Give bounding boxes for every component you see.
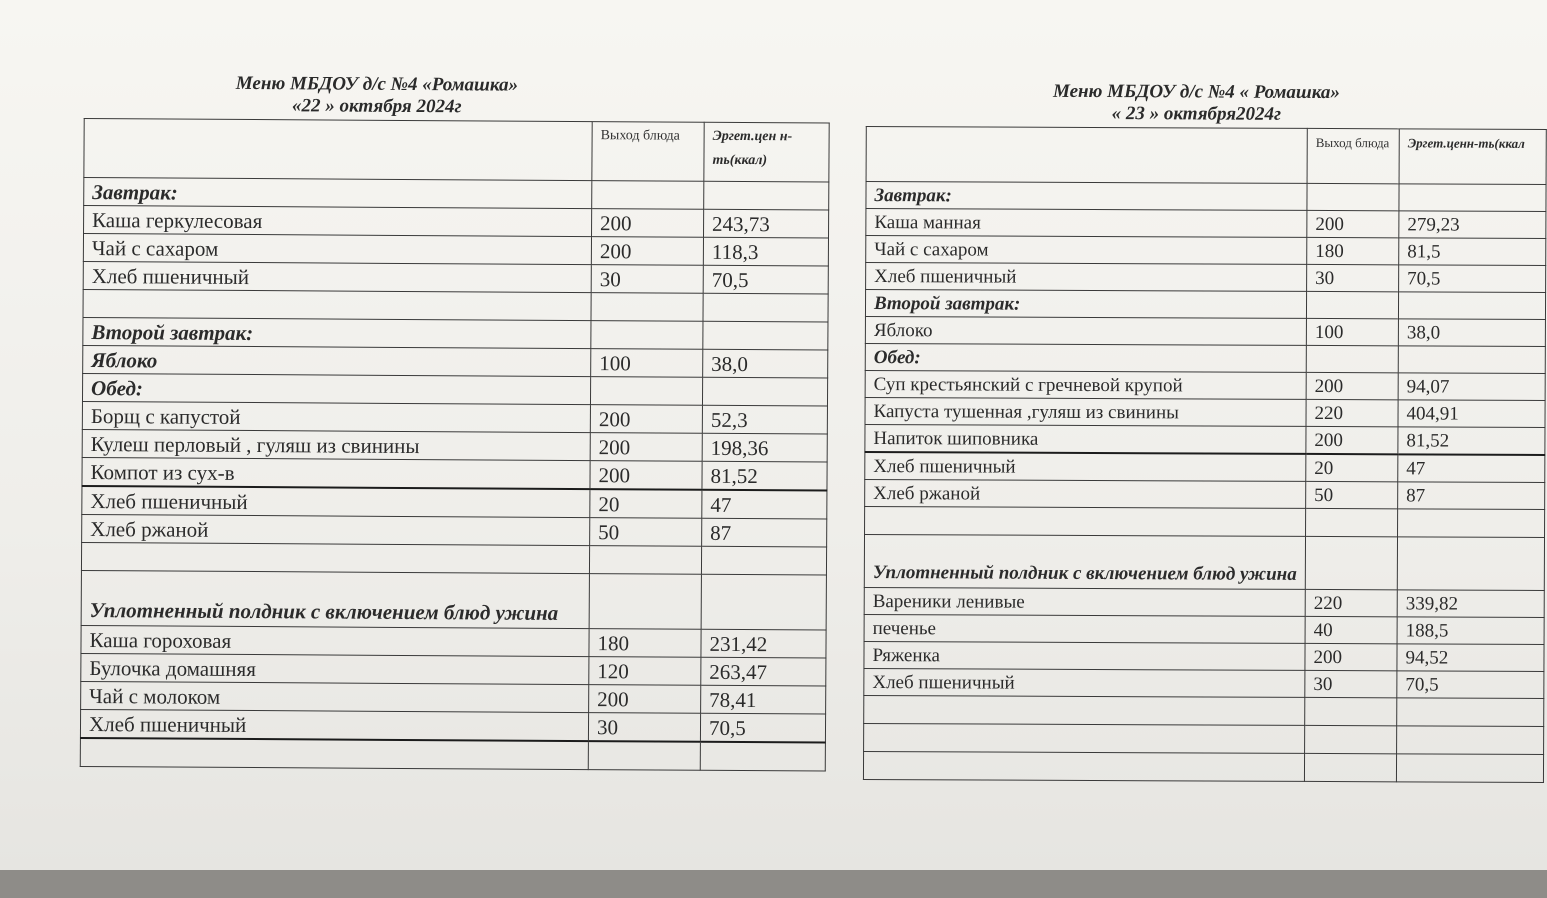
dish-energy: 263,47 — [701, 657, 826, 686]
dish-name: Кулеш перловый , гуляш из свинины — [82, 429, 590, 460]
dish-energy: 70,5 — [1399, 265, 1546, 293]
table-row — [865, 397, 1545, 427]
dish-name: Вареники ленивые — [864, 587, 1305, 616]
dish-yield: 30 — [1307, 264, 1399, 291]
section-afternoon-snack: Уплотненный полдник с включением блюд ужина — [81, 570, 589, 628]
dish-energy: 47 — [702, 490, 827, 519]
dish-yield: 200 — [1307, 210, 1399, 237]
dish-yield: 200 — [590, 405, 702, 434]
dish-energy: 38,0 — [1398, 319, 1545, 347]
dish-yield: 200 — [1306, 426, 1398, 454]
dish-yield: 200 — [590, 433, 702, 462]
header-dish — [866, 127, 1307, 184]
dish-name: Напиток шиповника — [865, 424, 1306, 453]
dish-energy: 231,42 — [701, 629, 826, 658]
dish-name: Ряженка — [864, 641, 1305, 670]
dish-name: Хлеб пшеничный — [82, 486, 590, 518]
table-row — [864, 641, 1544, 671]
dish-energy: 81,52 — [1398, 427, 1545, 455]
dish-name: Каша манная — [866, 209, 1307, 238]
table-row — [864, 723, 1544, 754]
table-row — [866, 236, 1546, 266]
dish-energy: 188,5 — [1397, 617, 1544, 645]
dish-energy: 81,52 — [702, 461, 827, 490]
table-row — [863, 751, 1543, 782]
dish-yield: 220 — [1305, 589, 1397, 616]
table-row — [81, 570, 826, 630]
dish-energy: 87 — [1398, 482, 1545, 510]
dish-name: Хлеб пшеничный — [865, 452, 1306, 481]
dish-energy: 279,23 — [1399, 211, 1546, 239]
dish-yield: 30 — [591, 265, 703, 294]
dish-energy: 38,0 — [703, 349, 828, 378]
menu-title: Меню МБДОУ д/с №4 « Ромашка» — [1052, 80, 1340, 104]
table-row — [865, 290, 1545, 320]
table-header — [84, 119, 829, 183]
menu-table — [863, 126, 1547, 783]
menu-oct-22 — [80, 72, 830, 772]
dish-energy: 94,07 — [1398, 373, 1545, 401]
dish-yield: 30 — [1305, 670, 1397, 697]
table-row — [83, 345, 828, 378]
dish-yield: 50 — [1306, 481, 1398, 508]
dish-yield: 40 — [1305, 616, 1397, 643]
table-row — [866, 263, 1546, 293]
section-breakfast: Завтрак: — [866, 182, 1307, 211]
dish-name: Каша геркулесовая — [84, 206, 592, 237]
table-row — [81, 653, 826, 686]
header-energy: Эргет.ценн-ть(ккал — [1399, 129, 1546, 185]
dish-yield: 50 — [590, 518, 702, 547]
dish-name: Чай с молоком — [81, 681, 589, 712]
header-dish — [84, 119, 592, 181]
table-row — [80, 709, 825, 742]
dish-yield: 180 — [1307, 237, 1399, 264]
dish-yield: 100 — [591, 349, 703, 378]
section-second-breakfast: Второй завтрак: — [865, 290, 1306, 319]
dish-name: Суп крестьянский с гречневой крупой — [865, 370, 1306, 399]
dish-energy: 198,36 — [702, 433, 827, 462]
dish-energy: 52,3 — [702, 405, 827, 434]
table-row — [80, 738, 825, 771]
menu-table — [80, 118, 830, 772]
dish-energy: 70,5 — [1397, 671, 1544, 699]
dish-name: Хлеб пшеничный — [864, 668, 1305, 697]
section-second-breakfast: Второй завтрак: — [83, 317, 591, 348]
table-row — [83, 317, 828, 350]
table-row — [864, 587, 1544, 617]
dish-energy: 70,5 — [703, 265, 828, 294]
menu-title: Меню МБДОУ д/с №4 «Ромашка» — [235, 72, 519, 96]
dish-yield: 20 — [590, 489, 702, 518]
table-row — [82, 486, 827, 519]
dish-name: печенье — [864, 614, 1305, 643]
table-row — [83, 261, 828, 294]
table-row — [864, 695, 1544, 726]
dish-yield: 220 — [1306, 399, 1398, 426]
menu-date: « 23 » октября2024г — [1111, 103, 1282, 125]
dish-name: Чай с сахаром — [83, 234, 591, 265]
dish-name: Компот из сух-в — [82, 457, 590, 489]
table-row — [866, 209, 1546, 239]
section-breakfast: Завтрак: — [84, 178, 592, 209]
dish-name: Хлеб пшеничный — [866, 263, 1307, 292]
table-row — [865, 370, 1545, 400]
dish-name: Хлеб пшеничный — [83, 261, 591, 292]
dish-name: Яблоко — [83, 345, 591, 376]
dish-yield: 200 — [1305, 643, 1397, 670]
header-yield: Выход блюда — [592, 122, 704, 182]
dish-energy: 78,41 — [701, 685, 826, 714]
table-row — [864, 534, 1544, 590]
table-row — [864, 614, 1544, 644]
dish-energy: 339,82 — [1397, 590, 1544, 618]
table-row — [865, 479, 1545, 509]
table-row — [865, 316, 1545, 346]
table-row — [83, 234, 828, 267]
header-yield: Выход блюда — [1307, 128, 1399, 183]
section-lunch: Обед: — [82, 373, 590, 404]
table-row — [864, 668, 1544, 698]
table-row — [82, 373, 827, 406]
dish-energy: 47 — [1398, 454, 1545, 482]
dish-name: Хлеб ржаной — [865, 479, 1306, 508]
dish-name: Яблоко — [865, 316, 1306, 345]
menu-date: «22 » октября 2024г — [291, 95, 462, 118]
table-row — [866, 182, 1546, 212]
table-row — [865, 424, 1545, 454]
table-row — [84, 206, 829, 239]
dish-name: Хлеб пшеничный — [80, 709, 588, 741]
table-row — [82, 514, 827, 547]
dish-energy: 87 — [702, 518, 827, 547]
dish-yield: 200 — [589, 685, 701, 714]
dish-yield: 120 — [589, 657, 701, 686]
dish-yield: 200 — [592, 209, 704, 238]
dish-energy: 404,91 — [1398, 400, 1545, 428]
table-row — [865, 452, 1545, 482]
table-header — [866, 127, 1546, 185]
table-row — [83, 289, 828, 322]
dish-yield: 100 — [1306, 318, 1398, 345]
dish-yield: 200 — [591, 237, 703, 266]
dish-name: Хлеб ржаной — [82, 514, 590, 545]
dish-name: Борщ с капустой — [82, 401, 590, 432]
table-row — [865, 506, 1545, 537]
table-row — [82, 457, 827, 490]
table-row — [84, 178, 829, 211]
table-row — [82, 429, 827, 462]
dish-yield: 200 — [1306, 372, 1398, 399]
dish-energy: 81,5 — [1399, 238, 1546, 266]
table-row — [81, 625, 826, 658]
dish-name: Чай с сахаром — [866, 236, 1307, 265]
menu-oct-23 — [863, 80, 1547, 783]
section-afternoon-snack: Уплотненный полдник с включением блюд ужина — [864, 534, 1305, 589]
table-row — [865, 343, 1545, 373]
dish-name: Капуста тушенная ,гуляш из свинины — [865, 397, 1306, 426]
dish-yield: 20 — [1306, 454, 1398, 482]
dish-yield: 30 — [588, 713, 700, 742]
section-lunch: Обед: — [865, 343, 1306, 372]
dish-energy: 243,73 — [704, 209, 829, 238]
dish-name: Булочка домашняя — [81, 653, 589, 684]
dish-name: Каша гороховая — [81, 625, 589, 656]
table-row — [81, 681, 826, 714]
dish-energy: 70,5 — [700, 713, 825, 742]
table-row — [81, 542, 826, 575]
header-energy: Эргет.цен н-ть(ккал) — [704, 122, 829, 182]
dish-energy: 94,52 — [1397, 644, 1544, 672]
table-row — [82, 401, 827, 434]
dish-energy: 118,3 — [703, 237, 828, 266]
dish-yield: 200 — [590, 461, 702, 490]
dish-yield: 180 — [589, 629, 701, 658]
